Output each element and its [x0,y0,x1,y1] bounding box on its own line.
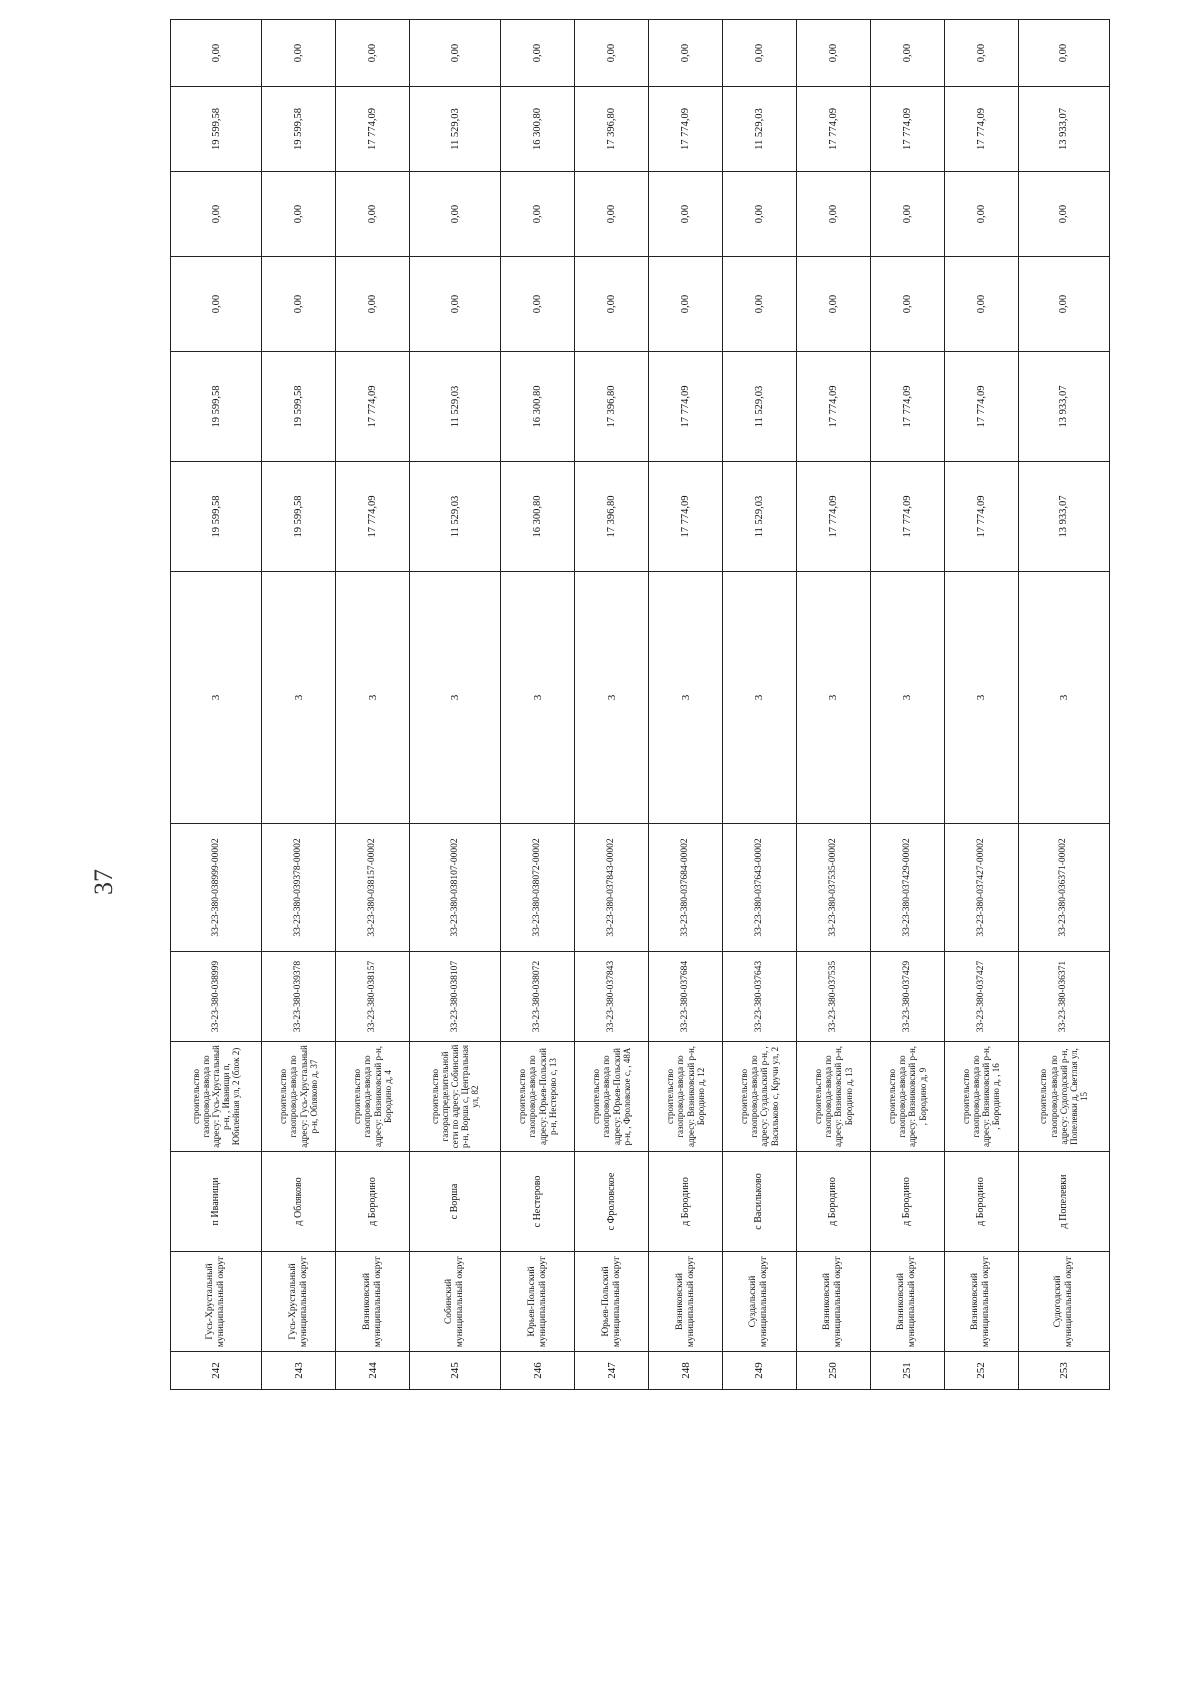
category-cell: 3 [262,572,336,824]
value-2-cell: 19 599,58 [171,352,262,462]
value-5-cell: 11 529,03 [410,87,501,172]
row-number-cell: 248 [649,1352,723,1390]
municipal-district-cell: Вязниковский муниципальный округ [796,1252,870,1352]
cadastral-number-cell: 33-23-380-038157 [336,952,410,1042]
value-5-cell: 17 774,09 [944,87,1018,172]
value-2-cell: 17 396,80 [575,352,649,462]
value-2-cell: 16 300,80 [501,352,575,462]
table-row [501,20,575,1390]
value-4-cell: 0,00 [262,172,336,257]
value-3-cell: 0,00 [1018,257,1109,352]
value-2-cell: 17 774,09 [944,352,1018,462]
object-description-cell: строительство газопровода-ввода по адресу: Вязниковский р-н, Бородино д, 12 [649,1042,723,1152]
row-number-cell: 245 [410,1352,501,1390]
municipal-district-cell: Юрьев-Польский муниципальный округ [501,1252,575,1352]
value-1-cell: 17 774,09 [796,462,870,572]
municipal-district-cell: Вязниковский муниципальный округ [649,1252,723,1352]
settlement-cell: д Бородино [649,1152,723,1252]
value-5-cell: 16 300,80 [501,87,575,172]
cadastral-number-cell: 33-23-380-038072 [501,952,575,1042]
value-3-cell: 0,00 [649,257,723,352]
object-description-cell: строительство газопровода-ввода по адресу: Судогодский р-н, Попелевки д, Светлая ул, 15 [1018,1042,1109,1152]
category-cell: 3 [1018,572,1109,824]
cadastral-number-full-cell: 33-23-380-038157-00002 [336,824,410,952]
settlement-cell: д Бородино [796,1152,870,1252]
cadastral-number-cell: 33-23-380-037427 [944,952,1018,1042]
value-2-cell: 17 774,09 [870,352,944,462]
object-description-cell: строительство газопровода-ввода по адресу: Гусь-Хрустальный р-н, Обляково д, 37 [262,1042,336,1152]
row-number-cell: 251 [870,1352,944,1390]
value-3-cell: 0,00 [944,257,1018,352]
value-5-cell: 11 529,03 [723,87,797,172]
value-1-cell: 17 396,80 [575,462,649,572]
value-4-cell: 0,00 [870,172,944,257]
municipal-district-cell: Судогодский муниципальный округ [1018,1252,1109,1352]
municipal-district-cell: Собинский муниципальный округ [410,1252,501,1352]
object-description-cell: строительство газопровода-ввода по адресу: Вязниковский р-н, , Бородино д, 9 [870,1042,944,1152]
cadastral-number-full-cell: 33-23-380-037427-00002 [944,824,1018,952]
settlement-cell: д Обляково [262,1152,336,1252]
value-5-cell: 17 774,09 [796,87,870,172]
value-6-cell: 0,00 [410,20,501,87]
cadastral-number-cell: 33-23-380-037684 [649,952,723,1042]
row-number-cell: 242 [171,1352,262,1390]
municipal-district-cell: Гусь-Хрустальный муниципальный округ [262,1252,336,1352]
value-1-cell: 19 599,58 [171,462,262,572]
table-body [171,20,1110,1390]
value-3-cell: 0,00 [723,257,797,352]
category-cell: 3 [171,572,262,824]
cadastral-number-cell: 33-23-380-037535 [796,952,870,1042]
value-6-cell: 0,00 [262,20,336,87]
cadastral-number-full-cell: 33-23-380-038107-00002 [410,824,501,952]
value-1-cell: 11 529,03 [410,462,501,572]
settlement-cell: д Попелевки [1018,1152,1109,1252]
table-row [336,20,410,1390]
value-1-cell: 17 774,09 [649,462,723,572]
value-5-cell: 17 774,09 [336,87,410,172]
value-5-cell: 19 599,58 [262,87,336,172]
value-4-cell: 0,00 [336,172,410,257]
category-cell: 3 [944,572,1018,824]
row-number-cell: 247 [575,1352,649,1390]
object-description-cell: строительство газопровода-ввода по адресу: Вязниковский р-н, Бородино д, 4 [336,1042,410,1152]
value-2-cell: 13 933,07 [1018,352,1109,462]
object-description-cell: строительство газопровода-ввода по адресу: Юрьев-Польский р-н, Нестерово с, 13 [501,1042,575,1152]
cadastral-number-full-cell: 33-23-380-037429-00002 [870,824,944,952]
value-3-cell: 0,00 [870,257,944,352]
value-1-cell: 16 300,80 [501,462,575,572]
value-6-cell: 0,00 [723,20,797,87]
value-2-cell: 11 529,03 [723,352,797,462]
object-description-cell: строительство газопровода-ввода по адресу: Вязниковский р-н, Бородино д, 13 [796,1042,870,1152]
settlement-cell: с Васильково [723,1152,797,1252]
value-6-cell: 0,00 [649,20,723,87]
value-2-cell: 17 774,09 [649,352,723,462]
value-5-cell: 17 774,09 [870,87,944,172]
table-row [944,20,1018,1390]
value-6-cell: 0,00 [944,20,1018,87]
value-4-cell: 0,00 [501,172,575,257]
value-6-cell: 0,00 [575,20,649,87]
value-6-cell: 0,00 [1018,20,1109,87]
row-number-cell: 243 [262,1352,336,1390]
data-table [170,19,1110,1390]
value-3-cell: 0,00 [575,257,649,352]
cadastral-number-full-cell: 33-23-380-037643-00002 [723,824,797,952]
value-2-cell: 11 529,03 [410,352,501,462]
table-row [870,20,944,1390]
table-row [575,20,649,1390]
category-cell: 3 [336,572,410,824]
value-4-cell: 0,00 [723,172,797,257]
settlement-cell: с Ворша [410,1152,501,1252]
table-row [262,20,336,1390]
cadastral-number-cell: 33-23-380-038107 [410,952,501,1042]
value-2-cell: 17 774,09 [336,352,410,462]
cadastral-number-full-cell: 33-23-380-036371-00002 [1018,824,1109,952]
cadastral-number-cell: 33-23-380-039378 [262,952,336,1042]
row-number-cell: 244 [336,1352,410,1390]
object-description-cell: строительство газопровода-ввода по адресу: Суздальский р-н, , Васильково с, Кручи ул, 2 [723,1042,797,1152]
cadastral-number-cell: 33-23-380-037643 [723,952,797,1042]
value-3-cell: 0,00 [501,257,575,352]
settlement-cell: д Бородино [870,1152,944,1252]
value-4-cell: 0,00 [944,172,1018,257]
row-number-cell: 246 [501,1352,575,1390]
value-4-cell: 0,00 [1018,172,1109,257]
table-sheet [170,43,1110,1390]
page-number: 37 [89,869,118,895]
object-description-cell: строительство газопровода-ввода по адресу: Гусь-Хрустальный р-н, , Иванищи п, Юбилейная ул, 2 (блок 2) [171,1042,262,1152]
category-cell: 3 [501,572,575,824]
value-5-cell: 17 396,80 [575,87,649,172]
municipal-district-cell: Юрьев-Польский муниципальный округ [575,1252,649,1352]
cadastral-number-full-cell: 33-23-380-039378-00002 [262,824,336,952]
object-description-cell: строительство газораспределительной сети по адресу: Собинский р-н, Ворша с, Центральная ул, 82 [410,1042,501,1152]
row-number-cell: 249 [723,1352,797,1390]
cadastral-number-full-cell: 33-23-380-037843-00002 [575,824,649,952]
value-3-cell: 0,00 [171,257,262,352]
value-4-cell: 0,00 [410,172,501,257]
municipal-district-cell: Вязниковский муниципальный округ [944,1252,1018,1352]
value-1-cell: 11 529,03 [723,462,797,572]
municipal-district-cell: Суздальский муниципальный округ [723,1252,797,1352]
cadastral-number-cell: 33-23-380-038999 [171,952,262,1042]
value-3-cell: 0,00 [262,257,336,352]
table-row [723,20,797,1390]
row-number-cell: 252 [944,1352,1018,1390]
settlement-cell: с Нестерово [501,1152,575,1252]
table-row [171,20,262,1390]
cadastral-number-full-cell: 33-23-380-038072-00002 [501,824,575,952]
cadastral-number-full-cell: 33-23-380-037684-00002 [649,824,723,952]
value-6-cell: 0,00 [870,20,944,87]
category-cell: 3 [796,572,870,824]
value-4-cell: 0,00 [171,172,262,257]
category-cell: 3 [870,572,944,824]
settlement-cell: д Бородино [336,1152,410,1252]
settlement-cell: с Фроловское [575,1152,649,1252]
category-cell: 3 [723,572,797,824]
value-6-cell: 0,00 [501,20,575,87]
value-1-cell: 17 774,09 [336,462,410,572]
value-4-cell: 0,00 [796,172,870,257]
settlement-cell: д Бородино [944,1152,1018,1252]
cadastral-number-cell: 33-23-380-037843 [575,952,649,1042]
table-row [1018,20,1109,1390]
value-1-cell: 13 933,07 [1018,462,1109,572]
cadastral-number-full-cell: 33-23-380-038999-00002 [171,824,262,952]
cadastral-number-cell: 33-23-380-037429 [870,952,944,1042]
value-1-cell: 19 599,58 [262,462,336,572]
municipal-district-cell: Гусь-Хрустальный муниципальный округ [171,1252,262,1352]
value-6-cell: 0,00 [171,20,262,87]
value-6-cell: 0,00 [336,20,410,87]
table-row [649,20,723,1390]
municipal-district-cell: Вязниковский муниципальный округ [870,1252,944,1352]
value-3-cell: 0,00 [336,257,410,352]
value-4-cell: 0,00 [575,172,649,257]
category-cell: 3 [575,572,649,824]
rotated-table-wrapper [170,43,1110,1390]
value-3-cell: 0,00 [410,257,501,352]
value-4-cell: 0,00 [649,172,723,257]
row-number-cell: 253 [1018,1352,1109,1390]
table-row [796,20,870,1390]
value-5-cell: 13 933,07 [1018,87,1109,172]
table-row [410,20,501,1390]
value-3-cell: 0,00 [796,257,870,352]
value-2-cell: 17 774,09 [796,352,870,462]
row-number-cell: 250 [796,1352,870,1390]
cadastral-number-full-cell: 33-23-380-037535-00002 [796,824,870,952]
value-5-cell: 17 774,09 [649,87,723,172]
municipal-district-cell: Вязниковский муниципальный округ [336,1252,410,1352]
category-cell: 3 [410,572,501,824]
category-cell: 3 [649,572,723,824]
cadastral-number-cell: 33-23-380-036371 [1018,952,1109,1042]
value-5-cell: 19 599,58 [171,87,262,172]
value-6-cell: 0,00 [796,20,870,87]
object-description-cell: строительство газопровода-ввода по адресу: Юрьев-Польский р-н, , Фроловское с, , 48А [575,1042,649,1152]
value-1-cell: 17 774,09 [944,462,1018,572]
object-description-cell: строительство газопровода-ввода по адресу: Вязниковский р-н, , Бородино д, , 16 [944,1042,1018,1152]
settlement-cell: п Иванищи [171,1152,262,1252]
value-1-cell: 17 774,09 [870,462,944,572]
value-2-cell: 19 599,58 [262,352,336,462]
